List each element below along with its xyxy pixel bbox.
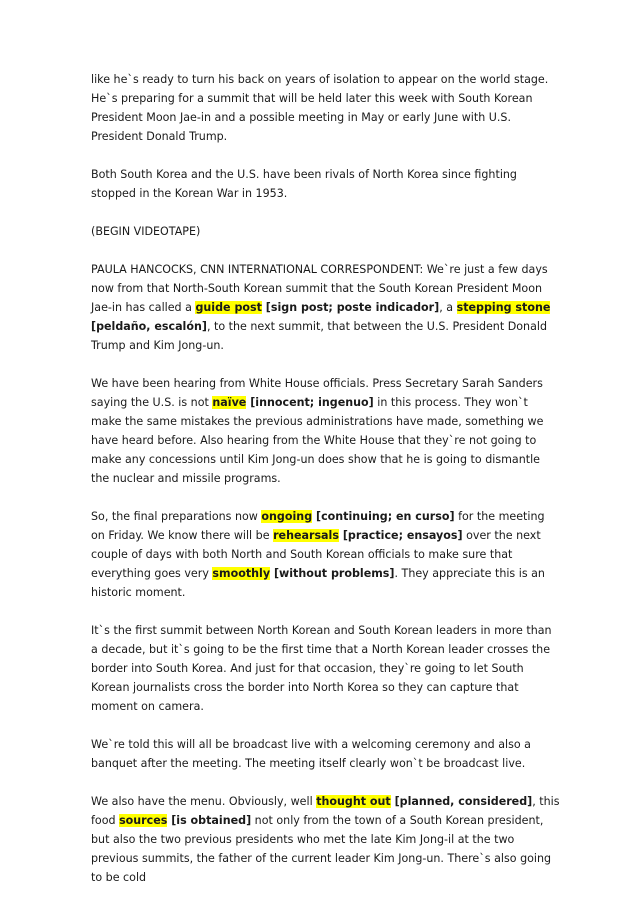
body-text: , a — [439, 301, 457, 314]
body-text: , this food — [91, 795, 560, 827]
body-text: . They appreciate this is an historic moment. — [91, 567, 545, 599]
paragraph — [91, 792, 561, 887]
body-text: like he`s ready to turn his back on years of isolation to appear on the world stage. He`s preparing for a summit that will be held later this week with South Korean President Moon Jae-in and a possible meeting in May or early June with U.S. President Donald Trump. — [91, 73, 549, 143]
term-gloss: [planned, considered] — [390, 795, 533, 808]
term-gloss: [sign post; poste indicador] — [261, 301, 440, 314]
body-text: for the meeting on Friday. We know there will be — [91, 510, 545, 542]
body-text: So, the final preparations now — [91, 510, 262, 523]
body-text: over the next couple of days with both North and South Korean officials to make sure that everything goes very — [91, 529, 541, 580]
highlighted-term: stepping stone — [456, 301, 551, 314]
paragraph — [91, 507, 561, 602]
body-text: PAULA HANCOCKS, CNN INTERNATIONAL CORRESPONDENT: We`re just a few days now from that North-South Korean summit that the South Korean President Moon Jae-in has called a — [91, 263, 548, 314]
body-text: Both South Korea and the U.S. have been rivals of North Korea since fighting stopped in the Korean War in 1953. — [91, 168, 517, 200]
body-text: not only from the town of a South Korean president, but also the two previous presidents who met the late Kim Jong-il at the two previous summits, the father of the current leader Kim Jong-un. There`s also going to be cold — [91, 814, 552, 884]
term-gloss: [practice; ensayos] — [338, 529, 463, 542]
paragraph — [91, 165, 561, 203]
highlighted-term: rehearsals — [273, 529, 339, 542]
highlighted-term: naïve — [212, 396, 247, 409]
term-gloss: [continuing; en curso] — [312, 510, 455, 523]
document-body — [91, 70, 561, 906]
highlighted-term: sources — [119, 814, 168, 827]
highlighted-term: ongoing — [261, 510, 313, 523]
body-text: , to the next summit, that between the U.S. President Donald Trump and Kim Jong-un. — [91, 320, 547, 352]
body-text: (BEGIN VIDEOTAPE) — [91, 225, 201, 238]
highlighted-term: thought out — [316, 795, 391, 808]
highlighted-term: guide post — [195, 301, 262, 314]
paragraph — [91, 374, 561, 488]
body-text: It`s the first summit between North Korean and South Korean leaders in more than a decade, but it`s going to be the first time that a North Korean leader crosses the border into South Korea. And just for that occasion, they`re going to let South Korean journalists cross the border into North Korea so they can capture that moment on camera. — [91, 624, 552, 713]
paragraph — [91, 70, 561, 146]
term-gloss: [is obtained] — [167, 814, 252, 827]
paragraph — [91, 735, 561, 773]
term-gloss: [without problems] — [270, 567, 395, 580]
highlighted-term: smoothly — [212, 567, 271, 580]
term-gloss: [peldaño, escalón] — [91, 320, 207, 333]
body-text: We have been hearing from White House officials. Press Secretary Sarah Sanders saying the U.S. is not — [91, 377, 543, 409]
body-text: in this process. They won`t make the same mistakes the previous administrations have made, something we have heard before. Also hearing from the White House that they`re not going to make any concessions until Kim Jong-un does show that he is going to dismantle the nuclear and missile programs. — [91, 396, 544, 485]
body-text: We also have the menu. Obviously, well — [91, 795, 317, 808]
paragraph — [91, 222, 561, 241]
body-text: We`re told this will all be broadcast live with a welcoming ceremony and also a banquet after the meeting. The meeting itself clearly won`t be broadcast live. — [91, 738, 531, 770]
paragraph — [91, 621, 561, 716]
term-gloss: [innocent; ingenuo] — [246, 396, 374, 409]
paragraph — [91, 260, 561, 355]
